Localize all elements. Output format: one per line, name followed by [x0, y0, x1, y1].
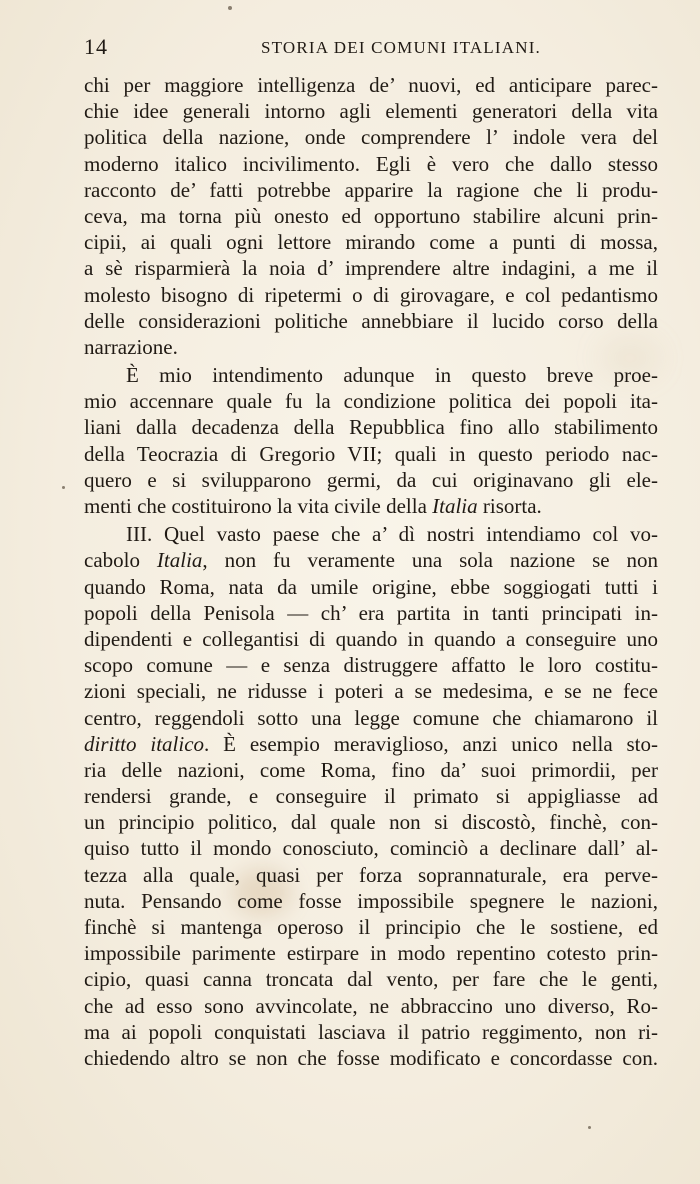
text-line: moderno italico incivilimento. Egli è vero che dallo stesso [84, 151, 658, 176]
text-line: finchè si mantenga operoso il principio che le sostiene, ed [84, 915, 658, 939]
text-line: quiso tutto il mondo conosciuto, cominciò a declinare dall’ al- [84, 836, 658, 861]
text-line: racconto de’ fatti potrebbe apparire la ragione che li produ- [84, 177, 658, 202]
paragraph-2 [84, 362, 658, 519]
text-line: È mio intendimento adunque in questo breve proe- [126, 363, 658, 388]
text-line: dipendenti e collegantisi di quando in quando a conseguire uno [84, 626, 658, 651]
text-line: cipio, quasi canna troncata dal vento, per fare che le genti, [84, 967, 658, 992]
text-line: della Teocrazia di Gregorio VII; quali in questo periodo nac- [84, 441, 658, 466]
text-line: quero e si svilupparono germi, da cui originavano gli ele- [84, 467, 658, 492]
text-line: un principio politico, dal quale non si discostò, finchè, con- [84, 810, 658, 835]
text-line: narrazione. [84, 334, 178, 359]
text-line: politica della nazione, onde comprendere l’ indole vera del [84, 125, 658, 150]
text-line: a sè risparmierà la noia d’ imprendere altre indagini, a me il [84, 256, 658, 281]
text-line: mio accennare quale fu la condizione politica dei popoli ita- [84, 389, 658, 414]
text-line: ceva, ma torna più onesto ed opportuno stabilire alcuni prin- [84, 203, 658, 228]
page-number: 14 [84, 34, 108, 59]
paragraph-3 [84, 521, 658, 1071]
text-line: impossibile parimente estirpare in modo repentino cotesto prin- [84, 941, 658, 966]
text-line: chie idee generali intorno agli elementi generatori della vita [84, 99, 658, 124]
text-line: molesto bisogno di ripetermi o di girovagare, e col pedantismo [84, 282, 658, 307]
text-line: cabolo Italia, non fu veramente una sola nazione se non [84, 548, 658, 573]
italic-term: diritto italico [84, 731, 205, 756]
body-text [84, 72, 658, 1071]
text-line: chi per maggiore intelligenza de’ nuovi, ed anticipare parec- [84, 73, 658, 97]
italic-term: Italia [156, 548, 203, 573]
text-line: delle considerazioni politiche annebbiare il lucido corso della [84, 308, 658, 333]
page-header [84, 34, 658, 64]
ink-speck [62, 486, 65, 489]
text-line: nuta. Pensando come fosse impossibile spegnere le nazioni, [84, 888, 658, 913]
running-title: STORIA DEI COMUNI ITALIANI. [260, 38, 542, 57]
ink-speck [588, 1126, 591, 1129]
paragraph-1 [84, 72, 658, 360]
text-line: menti che costituirono la vita civile della Italia risorta. [84, 494, 542, 518]
text-line: diritto italico. È esempio meraviglioso, anzi unico nella sto- [84, 731, 659, 756]
text-line: tezza alla quale, quasi per forza soprannaturale, era perve- [84, 862, 658, 887]
ink-speck [228, 6, 232, 10]
text-line: ma ai popoli conquistati lasciava il patrio reggimento, non ri- [84, 1019, 658, 1044]
text-line: centro, reggendoli sotto una legge comune che chiamarono il [84, 705, 658, 730]
text-line: rendersi grande, e conseguire il primato si appigliasse ad [84, 784, 658, 809]
text-line: scopo comune — e senza distruggere affatto le loro costitu- [84, 653, 658, 678]
text-line: chiedendo altro se non che fosse modificato e concordasse con. [84, 1045, 658, 1070]
text-line: cipii, ai quali ogni lettore mirando come a punti di mossa, [84, 230, 658, 255]
text-line: ria delle nazioni, come Roma, fino da’ suoi primordii, per [84, 757, 658, 782]
text-line: che ad esso sono avvincolate, ne abbraccino uno diverso, Ro- [84, 993, 658, 1018]
italic-term: Italia [432, 494, 478, 518]
text-line: liani dalla decadenza della Repubblica fino allo stabilimento [84, 415, 658, 440]
text-line: III. Quel vasto paese che a’ dì nostri intendiamo col vo- [126, 522, 658, 547]
text-line: quando Roma, nata da umile origine, ebbe soggiogati tutti i [84, 574, 658, 599]
text-line: popoli della Penisola — ch’ era partita in tanti principati in- [84, 600, 658, 625]
text-line: zioni speciali, ne ridusse i poteri a se medesima, e se ne fece [84, 679, 658, 704]
